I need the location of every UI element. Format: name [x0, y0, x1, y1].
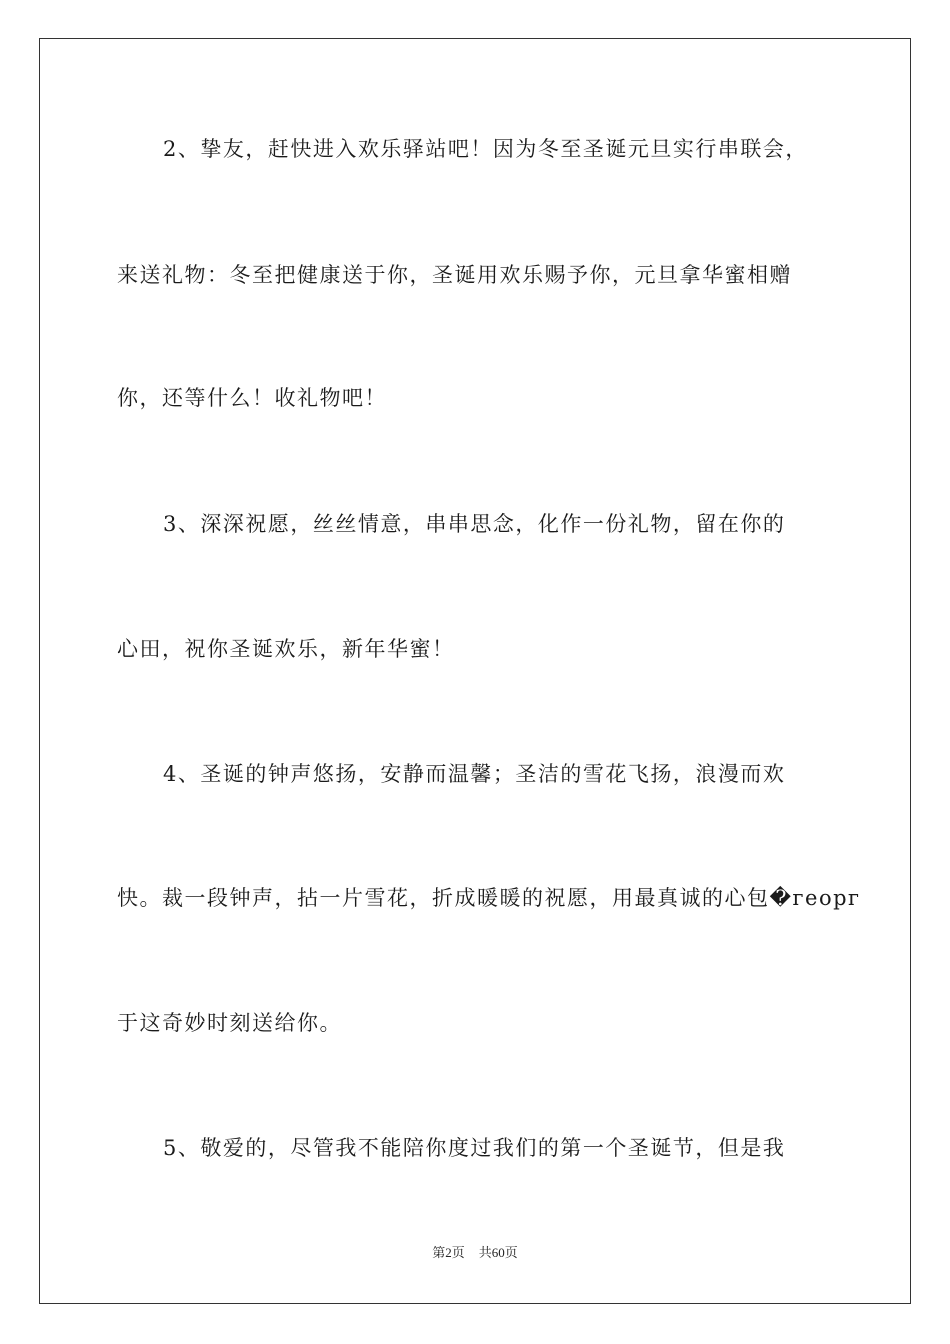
paragraph-3-line-2: 心田，祝你圣诞欢乐，新年华蜜！ [117, 637, 455, 661]
page-border [39, 38, 911, 1304]
paragraph-3-line-1: 3、深深祝愿，丝丝情意，串串思念，化作一份礼物，留在你的 [163, 512, 786, 536]
paragraph-2-line-1: 2、挚友，赶快进入欢乐驿站吧！因为冬至圣诞元旦实行串联会， [163, 137, 808, 161]
paragraph-4-line-2: 快。裁一段钟声，拈一片雪花，折成暖暖的祝愿，用最真诚的心包�георг [117, 886, 861, 910]
page-number: 第2页 [432, 1245, 465, 1260]
page-footer [0, 1244, 950, 1262]
paragraph-5-line-1: 5、敬爱的，尽管我不能陪你度过我们的第一个圣诞节，但是我 [163, 1136, 786, 1160]
paragraph-2-line-3: 你，还等什么！收礼物吧！ [117, 386, 387, 410]
paragraph-4-line-1: 4、圣诞的钟声悠扬，安静而温馨；圣洁的雪花飞扬，浪漫而欢 [163, 762, 786, 786]
paragraph-2-line-2: 来送礼物：冬至把健康送于你，圣诞用欢乐赐予你，元旦拿华蜜相赠 [117, 263, 792, 287]
paragraph-4-line-3: 于这奇妙时刻送给你。 [117, 1011, 342, 1035]
page-total: 共60页 [478, 1245, 518, 1260]
